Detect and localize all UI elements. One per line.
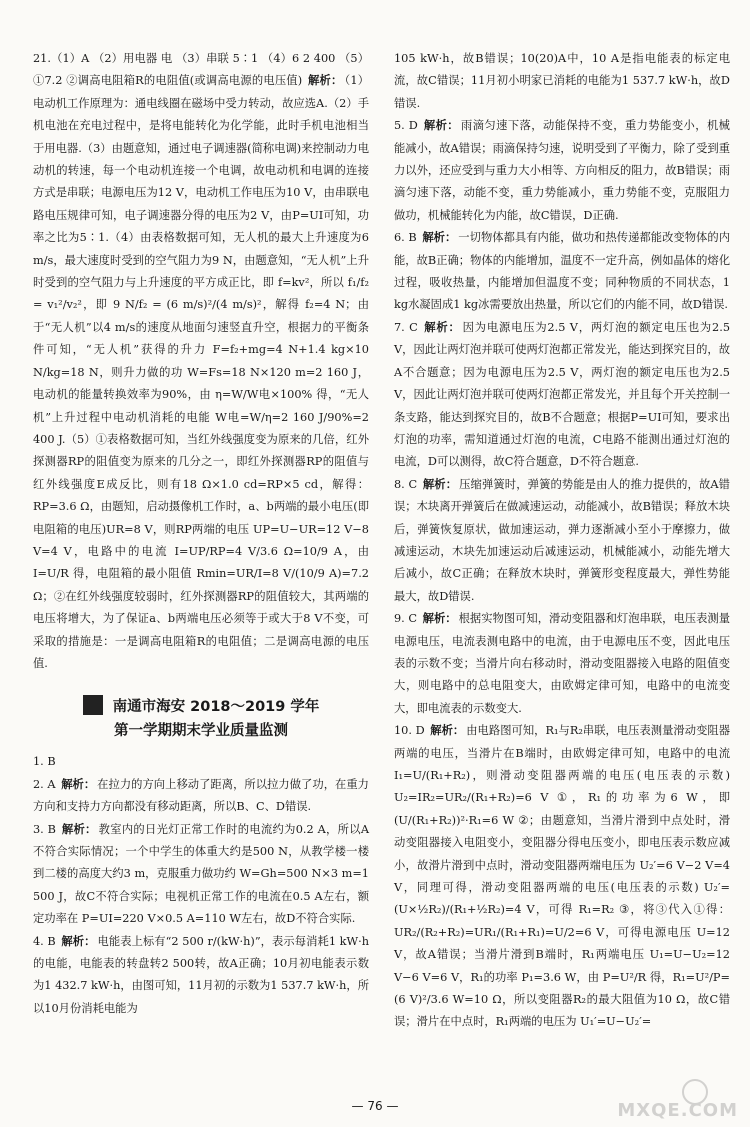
section-title-line2: 第一学期期末学业质量监测 bbox=[114, 723, 288, 740]
q4-head: 4. B bbox=[33, 934, 56, 948]
q10-analysis-label: 解析： bbox=[430, 724, 465, 738]
q10-item bbox=[394, 720, 730, 1034]
q4-continuation: 105 kW·h，故B错误；10(20)A中，10 A是指电能表的标定电流，故C错误；11月初小明家已消耗的电能为1 537.7 kW·h，故D错误. bbox=[394, 52, 730, 110]
q21-answers bbox=[33, 48, 369, 675]
q21-analysis-label: 解析： bbox=[308, 74, 343, 88]
q9-analysis-label: 解析： bbox=[422, 612, 457, 626]
q6-analysis-label: 解析： bbox=[422, 231, 457, 245]
exam-section-heading bbox=[33, 695, 369, 743]
q5-analysis-label: 解析： bbox=[423, 119, 459, 133]
q5-body: 雨滴匀速下落，动能保持不变，重力势能变小，机械能减小，故A错误；雨滴保持匀速，说明受到了平衡力，除了受到重力以外，还应受到与重力大小相等、方向相反的阻力，故B错误；雨滴匀速下落，动能不变，重力势能减小，重力势能不变，克服阻力做功，机械能转化为内能，故C错误，D正确. bbox=[394, 119, 730, 222]
q2-item bbox=[33, 774, 369, 819]
left-column bbox=[33, 48, 369, 1020]
q5-head: 5. D bbox=[394, 119, 418, 133]
q8-analysis-label: 解析： bbox=[422, 477, 458, 491]
q6-head: 6. B bbox=[394, 231, 417, 245]
q7-analysis-label: 解析： bbox=[424, 320, 461, 334]
watermark-logo bbox=[617, 1079, 742, 1123]
q7-body: 因为电源电压为2.5 V，两灯泡的额定电压也为2.5 V，因此让两灯泡并联可使两灯泡都正常发光，能达到探究目的，故A不合题意；因为电源电压为2.5 V，两灯泡的额定电压也为2.5 V，因此让两灯泡并联可使两灯泡都正常发光，并且每个开关控制一条支路，能达到探究目的，故B不合题意；根据P=UI可知，要求出灯泡的功率，需知道通过灯泡的电流，C电路不能测出通过灯泡的电流，D可以测得，故C符合题意，D不符合题意. bbox=[394, 320, 731, 469]
q8-item bbox=[394, 474, 730, 608]
q7-head: 7. C bbox=[394, 320, 418, 334]
q8-head: 8. C bbox=[394, 477, 418, 491]
section-square-icon bbox=[83, 695, 103, 715]
q6-item bbox=[394, 227, 730, 317]
q4-analysis-label: 解析： bbox=[61, 934, 96, 948]
q3-body: 教室内的日光灯正常工作时的电流约为0.2 A，所以A不符合实际情况；一个中学生的体重大约是500 N，从教学楼一楼到二楼的高度大约3 m，克服重力做功约 W=Gh=500 N×3 m=1 500 J，故C不符合实际；电视机正常工作的电流在0.5 A左右，额定功率在 P=UI=220 V×0.5 A=110 W左右，故D不符合实际. bbox=[33, 822, 369, 926]
q1-answer: 1. B bbox=[33, 755, 56, 769]
q3-head: 3. B bbox=[33, 822, 56, 836]
q4-body: 电能表上标有“2 500 r/(kW·h)”，表示每消耗1 kW·h的电能，电能表的转盘转2 500转，故A正确；10月初电能表示数为1 432.7 kW·h，由图可知，11月初的示数为1 537.7 kW·h，所以10月份消耗电能为 bbox=[33, 934, 369, 1015]
watermark-text: MXQE.COM bbox=[617, 1100, 738, 1121]
q21-answer-text: 21.（1）A （2）用电器 电 （3）串联 5∶1 （4）6 2 400 （5）①7.2 ②调高电阻箱R的电阻值(或调高电源的电压值) bbox=[33, 52, 369, 88]
q2-body: 在拉力的方向上移动了距离，所以拉力做了功，在重力方向和支持力方向都没有移动距离，所以B、C、D错误. bbox=[33, 777, 369, 814]
q2-head: 2. A bbox=[33, 777, 56, 791]
q6-body: 一切物体都具有内能，做功和热传递都能改变物体的内能，故B正确；物体的内能增加，温度不一定升高，例如晶体的熔化过程，吸收热量，内能增加但温度不变；同种物质的不同状态，1 kg水凝固成1 kg冰需要放出热量，所以它们的内能不同，故D错误. bbox=[394, 231, 730, 312]
q9-head: 9. C bbox=[394, 612, 418, 626]
q7-item bbox=[394, 317, 730, 474]
q21-analysis-body: （1）电动机工作原理为：通电线圈在磁场中受力转动，故应选A.（2）手机电池在充电过程中，是将电能转化为化学能，此时手机电池相当于用电器.（3）由题意知，通过电子调速器(简称电调)来控制动力电动机的转速，每一个电动机连接一个电调，故电动机和电调的连接方式是串联；电源电压为12 V，电动机工作电压为10 V，由串联电路电压规律可知，电子调速器分得的电压为2 V，由P=UI可知，功率之比为5∶1.（4）由表格数据可知，无人机的最大上升速度为6 m/s，最大速度时受到的空气阻力为9 N，由题意知，“无人机”上升时受到的空气阻力与上升速度的平方成正比，即 f=kv²，所以 f₁/f₂ = v₁²/v₂²，即 9 N/f₂ = (6 m/s)²/(4 m/s)²，解得 f₂=4 N；由于“无人机”以4 m/s的速度从地面匀速竖直升空，根据力的平衡条件可知，“无人机”获得的升力 F=f₂+mg=4 N+1.4 kg×10 N/kg=18 N，则升力做的功 W=Fs=18 N×120 m=2 160 J，电动机的能量转换效率为90%，由 η=W/W电×100% 得，“无人机”上升过程中电动机消耗的电能 W电=W/η=2 160 J/90%=2 400 J.（5）①表格数据可知，当红外线强度变为原来的几倍，红外探测器RP的阻值变为原来的几分之一，即红外探测器RP的阻值与红外线强度E成反比，则有18 Ω×1.0 cd=RP×5 cd，解得：RP=3.6 Ω，由题知，启动摄像机工作时，a、b两端的最小电压(即电阻箱的电压)UR=8 V，则RP两端的电压 UP=U−UR=12 V−8 V=4 V，电路中的电流 I=UP/RP=4 V/3.6 Ω=10/9 A，由 I=U/R 得，电阻箱的最小阻值 Rmin=UR/I=8 V/(10/9 A)=7.2 Ω；②在红外线强度较弱时，红外探测器RP的阻值较大，其两端的电压将增大，为了保证a、b两端电压必须等于或大于8 V不变，可采取的措施是：一是调高电阻箱R的电阻值；二是调高电源的电压值. bbox=[33, 74, 369, 670]
q9-item bbox=[394, 608, 730, 720]
q9-body: 根据实物图可知，滑动变阻器和灯泡串联，电压表测量电源电压，电流表测电路中的电流，由于电源电压不变，因此电压表的示数不变；当滑片向右移动时，滑动变阻器接入电路的阻值变大，则电路中的总电阻变大，由欧姆定律可知，电路中的电流变大，即电流表的示数变大. bbox=[394, 612, 730, 715]
q10-head: 10. D bbox=[394, 724, 425, 738]
q2-analysis-label: 解析： bbox=[61, 777, 96, 791]
section-title-line1: 南通市海安 2018～2019 学年 bbox=[112, 699, 320, 716]
q4-item bbox=[33, 931, 369, 1021]
q3-item bbox=[33, 819, 369, 931]
q3-analysis-label: 解析： bbox=[61, 822, 97, 836]
q8-body: 压缩弹簧时，弹簧的势能是由人的推力提供的，故A错误；木块离开弹簧后在做减速运动，动能减小，故B错误；释放木块后，弹簧恢复原状，做加速运动，弹力逐渐减小至小于摩擦力，做减速运动，木块先加速运动后减速运动，机械能减小，动能先增大后减小，故C正确；在释放木块时，弹簧形变程度最大，弹性势能最大，故D错误. bbox=[394, 477, 730, 603]
q5-item bbox=[394, 115, 730, 227]
page-number: — 76 — bbox=[351, 1099, 399, 1113]
q10-body: 由电路图可知，R₁与R₂串联，电压表测量滑动变阻器两端的电压，当滑片在B端时，由欧姆定律可知，电路中的电流 I₁=U/(R₁+R₂)，则滑动变阻器两端的电压(电压表的示数) U₂=IR₂=UR₂/(R₁+R₂)=6 V ①，R₁的功率为6 W，即 (U/(R₁+R₂))²·R₁=6 W ②；由题意知，当滑片滑到中点处时，滑动变阻器接入电阻变小，变阻器分得电压变小，即电压表示数应减小，故滑片滑到中点时，滑动变阻器两端电压为 U₂′=6 V−2 V=4 V，同理可得，滑动变阻器两端的电压(电压表的示数) U₂′=(U×½R₂)/(R₁+½R₂)=4 V，可得 R₁=R₂ ③，将③代入①得：UR₂/(R₂+R₂)=UR₁/(R₁+R₁)=U/2=6 V，可得电源电压 U=12 V，故A错误；当滑片滑到B端时，R₁两端电压 U₁=U−U₂=12 V−6 V=6 V，R₁的功率 P₁=3.6 W，由 P=U²/R 得，R₁=U²/P=(6 V)²/3.6 W=10 Ω，所以变阻器R₂的最大阻值为10 Ω，故C错误；滑片在中点时，R₁两端的电压为 U₁′=U−U₂′= bbox=[394, 724, 730, 1029]
right-column bbox=[394, 48, 730, 1034]
